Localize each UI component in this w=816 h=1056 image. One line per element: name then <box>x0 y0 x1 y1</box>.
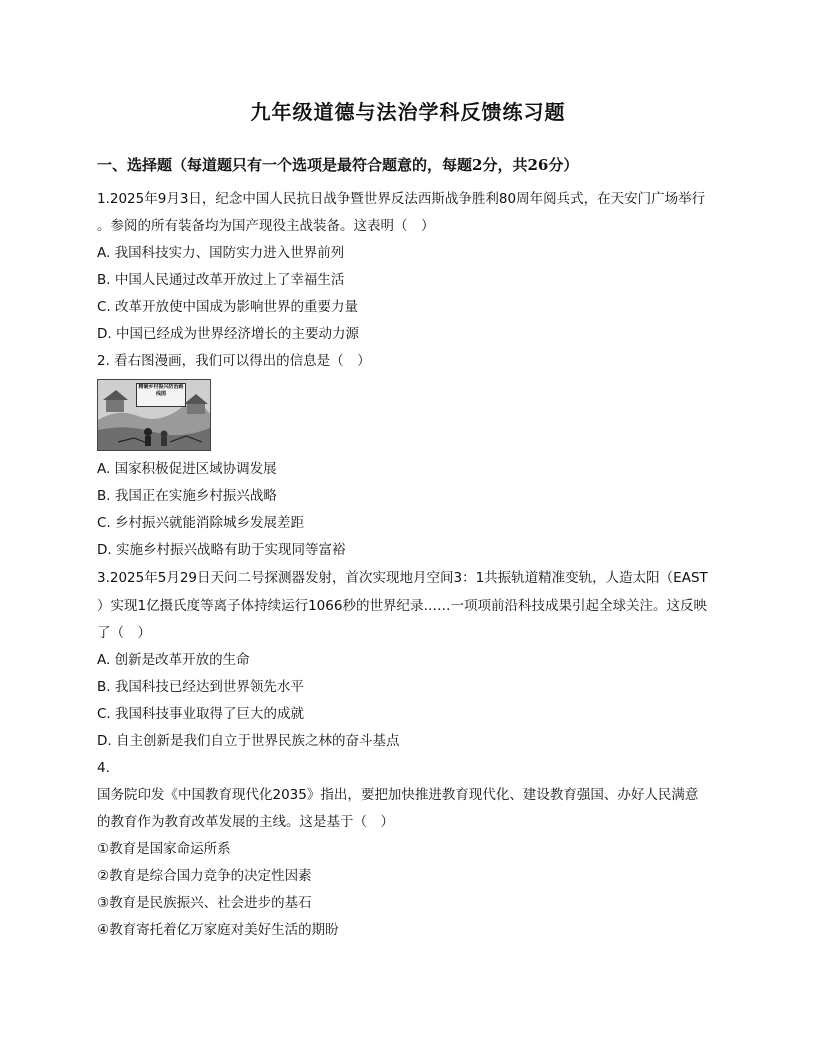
q4-item-1: ①教育是国家命运所系 <box>97 841 231 857</box>
q3-option-b: B. 我国科技已经达到世界领先水平 <box>97 679 304 695</box>
q1-option-c: C. 改革开放使中国成为影响世界的重要力量 <box>97 299 359 315</box>
q2-option-a: A. 国家积极促进区域协调发展 <box>97 461 277 477</box>
q1-stem-line1: 1.2025年9月3日，纪念中国人民抗日战争暨世界反法西斯战争胜利80周年阅兵式，在天安门广场举行 <box>97 191 706 207</box>
q4-item-2: ②教育是综合国力竞争的决定性因素 <box>97 868 312 884</box>
q3-option-d: D. 自主创新是我们自立于世界民族之林的奋斗基点 <box>97 733 400 749</box>
q4-stem-line2: 的教育作为教育改革发展的主线。这是基于（ ） <box>97 814 394 830</box>
rural-revitalization-comic <box>97 379 211 451</box>
q1-option-d: D. 中国已经成为世界经济增长的主要动力源 <box>97 326 359 342</box>
q1-option-a: A. 我国科技实力、国防实力进入世界前列 <box>97 245 345 261</box>
q2-option-b: B. 我国正在实施乡村振兴战略 <box>97 488 277 504</box>
section-heading: 一、选择题（每道题只有一个选项是最符合题意的，每题2分，共26分） <box>97 156 579 174</box>
q3-stem-line2: ）实现1亿摄氏度等离子体持续运行1066秒的世界纪录……一项项前沿科技成果引起全球关注。这反映 <box>97 598 707 614</box>
q3-option-a: A. 创新是改革开放的生命 <box>97 652 250 668</box>
q4-item-3: ③教育是民族振兴、社会进步的基石 <box>97 895 312 911</box>
comic-caption: 精确乡村振兴防治路线图 <box>136 383 186 407</box>
q3-option-c: C. 我国科技事业取得了巨大的成就 <box>97 706 305 722</box>
q3-stem-line1: 3.2025年5月29日天问二号探测器发射，首次实现地月空间3：1共振轨道精准变轨，人造太阳（EAST <box>97 570 708 586</box>
q4-number: 4. <box>97 760 110 776</box>
q2-stem: 2. 看右图漫画，我们可以得出的信息是（ ） <box>97 353 371 369</box>
q3-stem-line3: 了（ ） <box>97 625 151 641</box>
q4-item-4: ④教育寄托着亿万家庭对美好生活的期盼 <box>97 922 339 938</box>
q2-option-d: D. 实施乡村振兴战略有助于实现同等富裕 <box>97 542 346 558</box>
q1-option-b: B. 中国人民通过改革开放过上了幸福生活 <box>97 272 345 288</box>
page-title: 九年级道德与法治学科反馈练习题 <box>250 100 566 124</box>
q4-stem-line1: 国务院印发《中国教育现代化2035》指出，要把加快推进教育现代化、建设教育强国、办好人民满意 <box>97 787 699 803</box>
q2-option-c: C. 乡村振兴就能消除城乡发展差距 <box>97 515 305 531</box>
q1-stem-line2: 。参阅的所有装备均为国产现役主战装备。这表明（ ） <box>97 218 435 234</box>
